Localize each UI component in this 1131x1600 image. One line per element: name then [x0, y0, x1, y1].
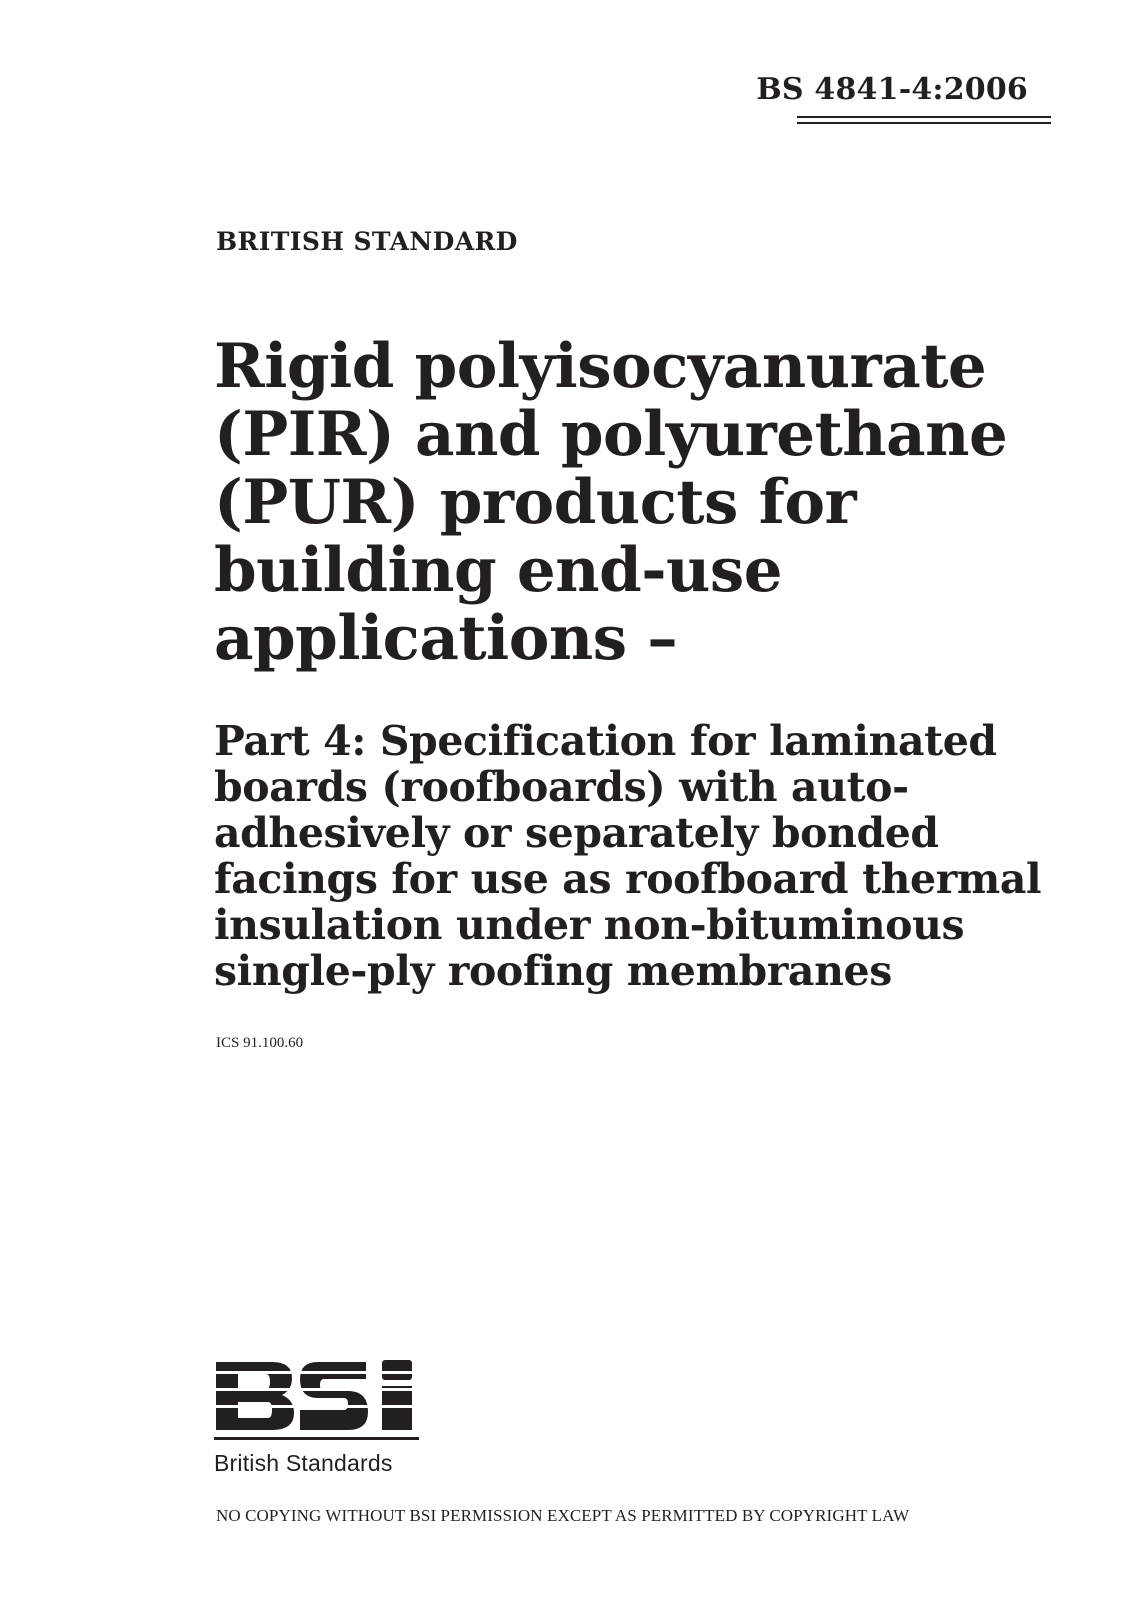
bsi-wordmark-icon	[214, 1358, 419, 1444]
main-title-line: building end-use	[214, 535, 783, 606]
standard-number-rule	[797, 122, 1051, 124]
main-title-line: (PIR) and polyurethane	[214, 399, 1008, 470]
copyright-notice: NO COPYING WITHOUT BSI PERMISSION EXCEPT AS PERMITTED BY COPYRIGHT LAW	[216, 1506, 910, 1525]
part-title	[214, 718, 1094, 994]
main-title	[214, 333, 1094, 673]
standard-number: BS 4841-4:2006	[756, 72, 1028, 107]
ics-code: ICS 91.100.60	[216, 1035, 304, 1051]
part-title-line: single-ply roofing membranes	[214, 947, 892, 995]
bsi-logo	[214, 1358, 419, 1478]
part-title-line: insulation under non-bituminous	[214, 901, 965, 949]
part-title-line: boards (roofboards) with auto-	[214, 763, 909, 811]
part-title-line: Part 4: Specification for laminated	[214, 717, 997, 765]
part-title-line: adhesively or separately bonded	[214, 809, 939, 857]
standard-number-rule	[797, 116, 1051, 118]
part-title-line: facings for use as roofboard thermal	[214, 855, 1042, 903]
main-title-line: (PUR) products for	[214, 467, 857, 538]
document-kicker: BRITISH STANDARD	[216, 227, 518, 256]
main-title-line: Rigid polyisocyanurate	[214, 331, 987, 402]
main-title-line: applications –	[214, 603, 678, 674]
bsi-logo-caption: British Standards	[214, 1450, 393, 1476]
